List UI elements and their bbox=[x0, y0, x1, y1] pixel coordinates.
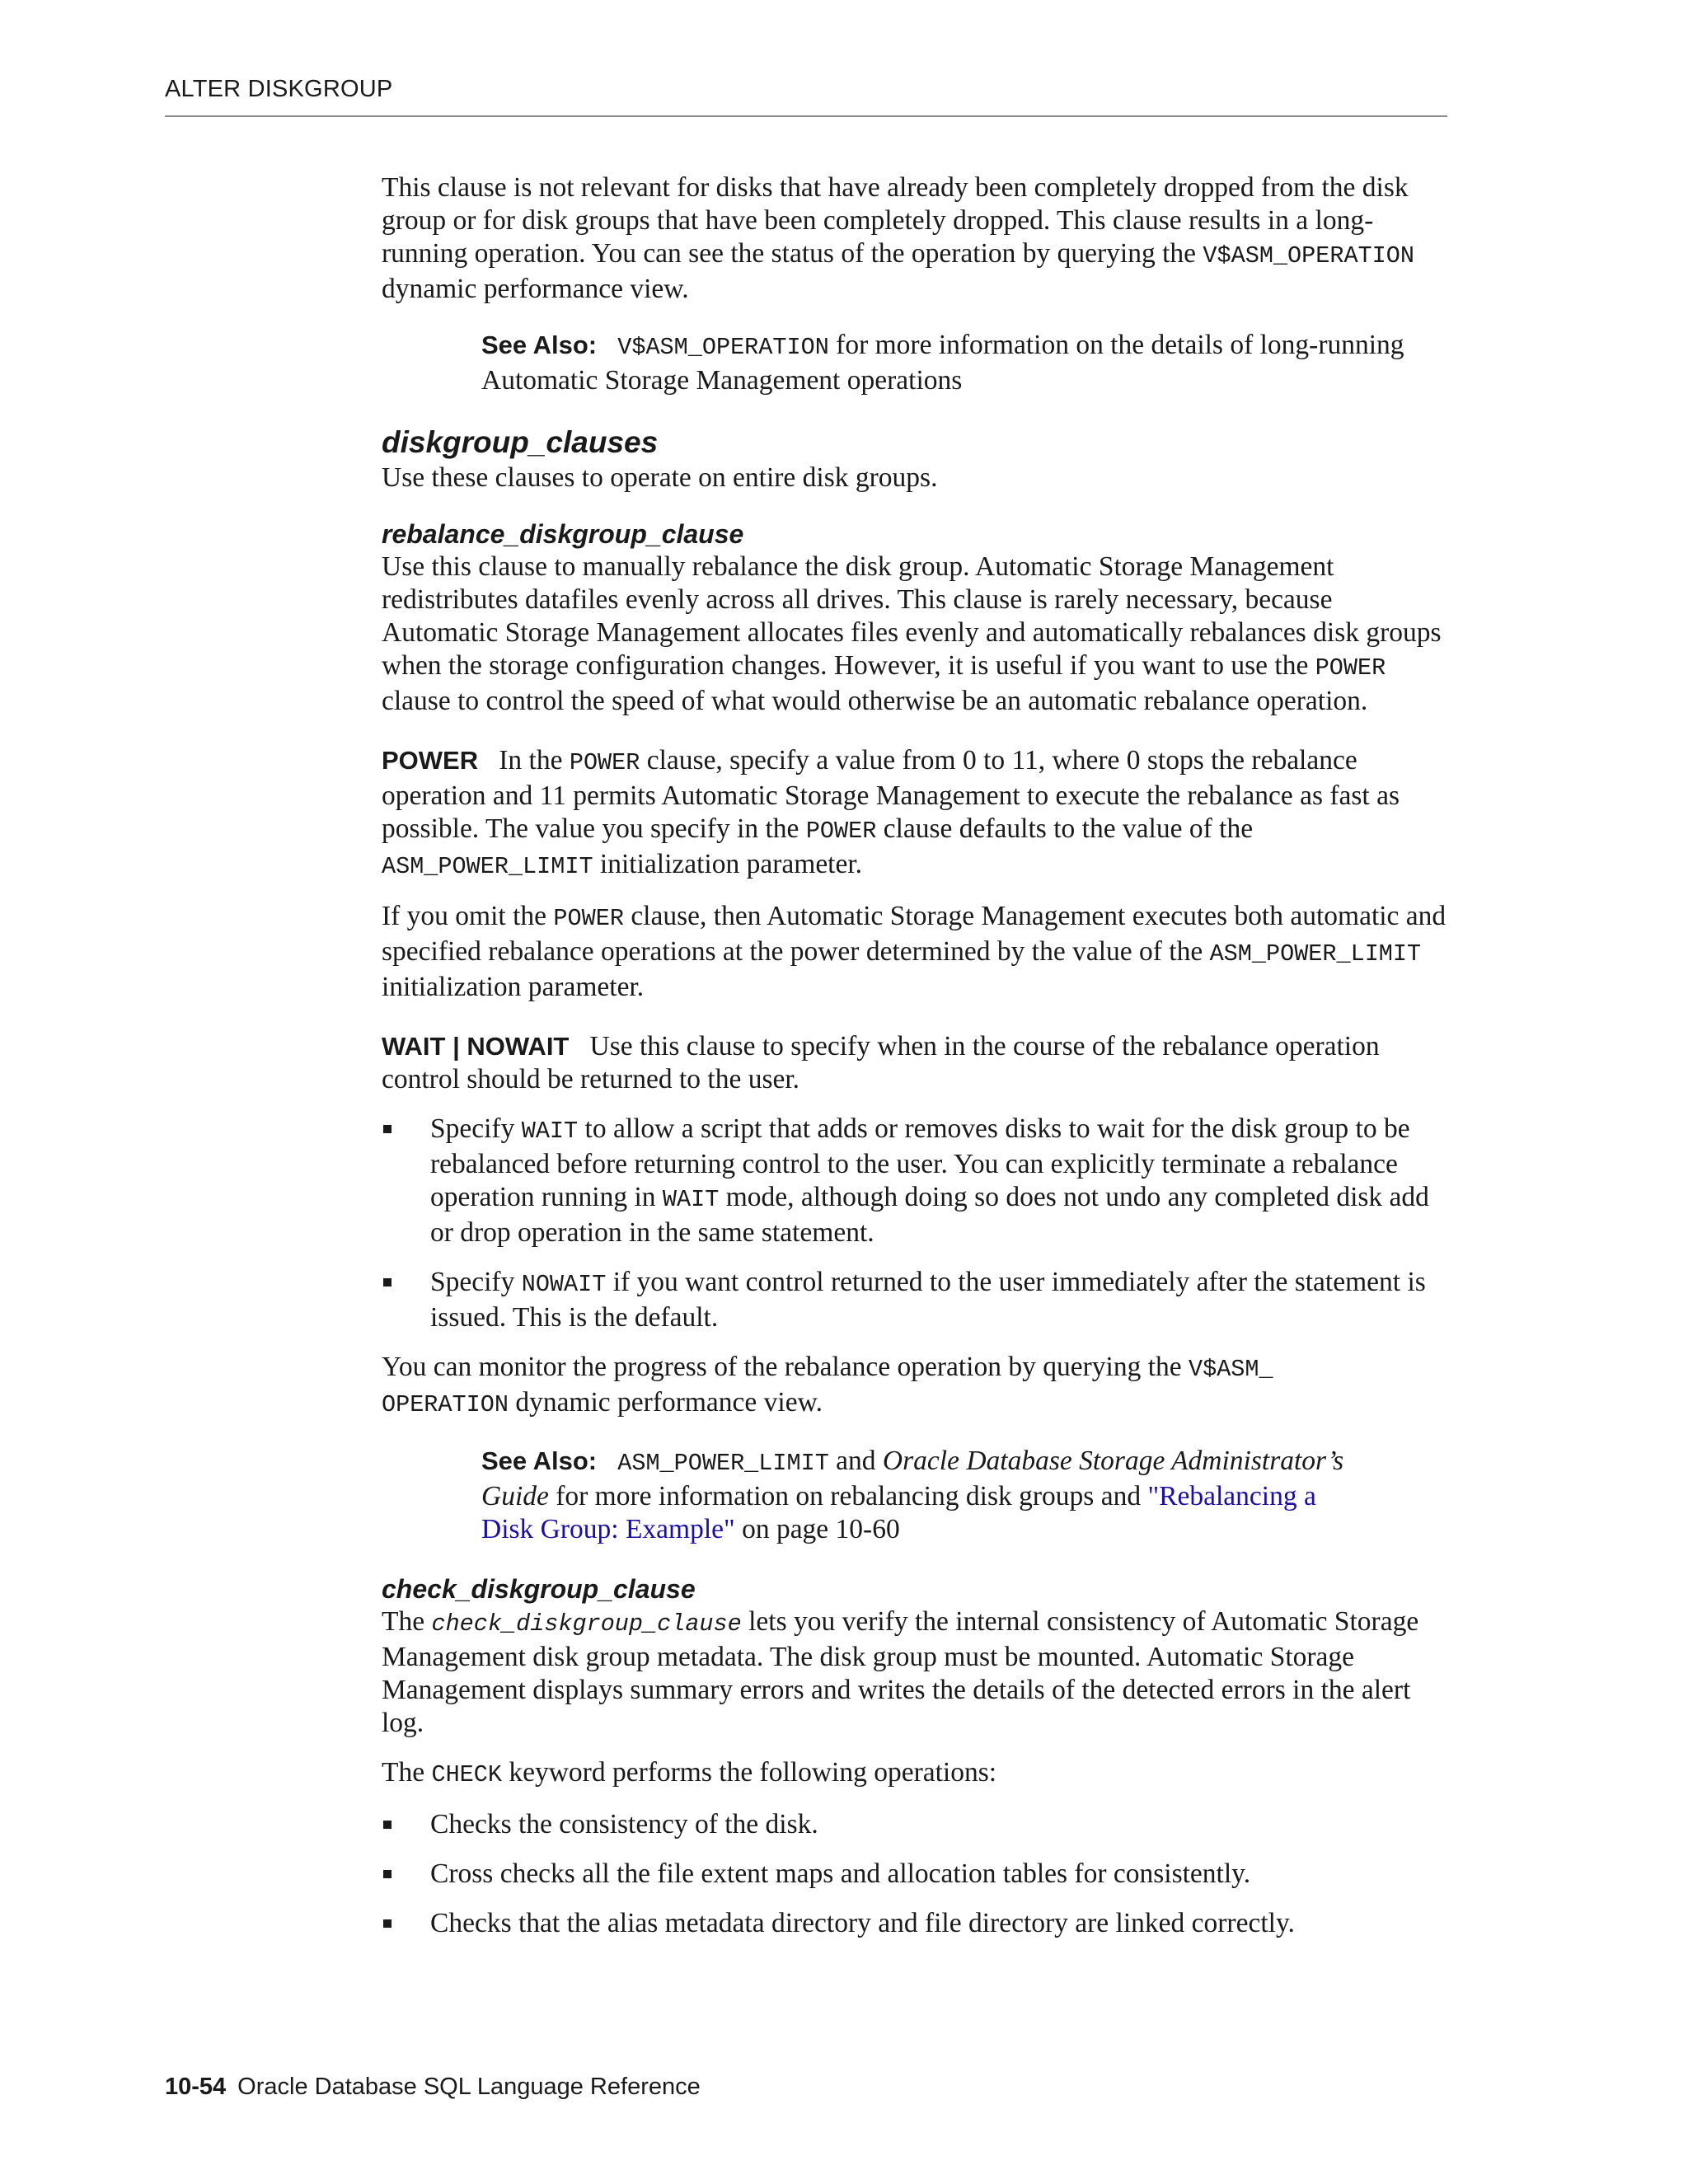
power-label: POWER bbox=[382, 746, 479, 775]
check-paragraph: The check_diskgroup_clause lets you verify the internal consistency of Automatic Storage Management disk group metadata. The disk group must be mounted. Automatic Storage Management displays summary errors and writes the details of the detected errors in the alert log. bbox=[382, 1606, 1419, 1738]
section-heading-rebalance: rebalance_diskgroup_clause bbox=[382, 519, 744, 549]
see-also-label: See Also: bbox=[481, 330, 598, 359]
list-item: Checks the consistency of the disk. bbox=[382, 1808, 1453, 1841]
rebalancing-example-link[interactable]: "Rebalancing a Disk Group: Example" bbox=[481, 1481, 1316, 1544]
see-also-label: See Also: bbox=[481, 1446, 598, 1475]
bullet-icon bbox=[383, 1870, 392, 1878]
section-heading-check-diskgroup: check_diskgroup_clause bbox=[382, 1574, 696, 1604]
see-also-note-2: See Also: ASM_POWER_LIMIT and Oracle Database Storage Administrator’s Guide for more information on rebalancing disk groups and "Rebalancing a Disk Group: Example" on page 10-60 bbox=[481, 1446, 1344, 1544]
bullet-icon bbox=[383, 1919, 392, 1928]
bullet-icon bbox=[383, 1821, 392, 1829]
wait-nowait-label: WAIT | NOWAIT bbox=[382, 1032, 570, 1061]
intro-paragraph: This clause is not relevant for disks that have already been completely dropped from the disk group or for disk groups that have been completely dropped. This clause results in a long-running operation. You can see the status of the operation by querying the V$ASM_OPERATION dynamic performance view. bbox=[382, 172, 1414, 304]
list-item: Checks that the alias metadata directory and file directory are linked correctly. bbox=[382, 1907, 1453, 1940]
section-heading-diskgroup-clauses: diskgroup_clauses bbox=[382, 425, 659, 459]
book-title-footer: Oracle Database SQL Language Reference bbox=[237, 2074, 701, 2100]
bullet-icon bbox=[383, 1278, 392, 1286]
code-power: POWER bbox=[1315, 654, 1386, 682]
book-title: Oracle Database Storage Administrator’s Guide bbox=[481, 1446, 1344, 1511]
rebalance-paragraph: Use this clause to manually rebalance the disk group. Automatic Storage Management redistributes datafiles evenly across all drives. This clause is rarely necessary, because Automatic Storage Management allocates files evenly and automatically rebalances disk groups when the storage configuration changes. However, it is useful if you want to use the POWER clause to control the speed of what would otherwise be an automatic rebalance operation. bbox=[382, 551, 1442, 716]
diskgroup-clauses-paragraph: Use these clauses to operate on entire disk groups. bbox=[382, 462, 938, 493]
list-item: Specify NOWAIT if you want control returned to the user immediately after the statement is issued. This is the default. bbox=[382, 1266, 1453, 1334]
monitor-paragraph: You can monitor the progress of the rebalance operation by querying the V$ASM_ OPERATION dynamic performance view. bbox=[382, 1352, 1273, 1418]
code-v-asm-operation: V$ASM_OPERATION bbox=[1203, 242, 1414, 269]
list-item: Cross checks all the file extent maps and allocation tables for consistently. bbox=[382, 1858, 1453, 1891]
page-content bbox=[382, 171, 1453, 1940]
header-rule bbox=[165, 115, 1447, 117]
code-v-asm-operation: V$ASM_OPERATION bbox=[617, 334, 829, 361]
omit-power-paragraph: If you omit the POWER clause, then Automatic Storage Management executes both automatic and specified rebalance operations at the power determined by the value of the ASM_POWER_LIMIT initialization parameter. bbox=[382, 901, 1447, 1002]
page-footer bbox=[165, 2074, 701, 2101]
list-item: Specify WAIT to allow a script that adds or removes disks to wait for the disk group to be rebalanced before returning control to the user. You can explicitly terminate a rebalance operation running in WAIT mode, although doing so does not undo any completed disk add or drop operation in the same statement. bbox=[382, 1113, 1453, 1249]
check-keyword-paragraph: The CHECK keyword performs the following operations: bbox=[382, 1757, 997, 1788]
page-number: 10-54 bbox=[165, 2074, 227, 2100]
wait-nowait-paragraph: WAIT | NOWAIT Use this clause to specify when in the course of the rebalance operation control should be returned to the user. bbox=[382, 1031, 1380, 1094]
wait-bullet-list bbox=[382, 1113, 1453, 1334]
see-also-note-1: See Also: V$ASM_OPERATION for more information on the details of long-running Automatic Storage Management operations bbox=[481, 330, 1404, 396]
check-bullet-list bbox=[382, 1808, 1453, 1940]
running-header: ALTER DISKGROUP bbox=[165, 76, 393, 102]
bullet-icon bbox=[383, 1125, 392, 1133]
power-paragraph: POWER In the POWER clause, specify a value from 0 to 11, where 0 stops the rebalance operation and 11 permits Automatic Storage Management to execute the rebalance as fast as possible. The value you specify in the POWER clause defaults to the value of the ASM_POWER_LIMIT initialization parameter. bbox=[382, 745, 1400, 880]
